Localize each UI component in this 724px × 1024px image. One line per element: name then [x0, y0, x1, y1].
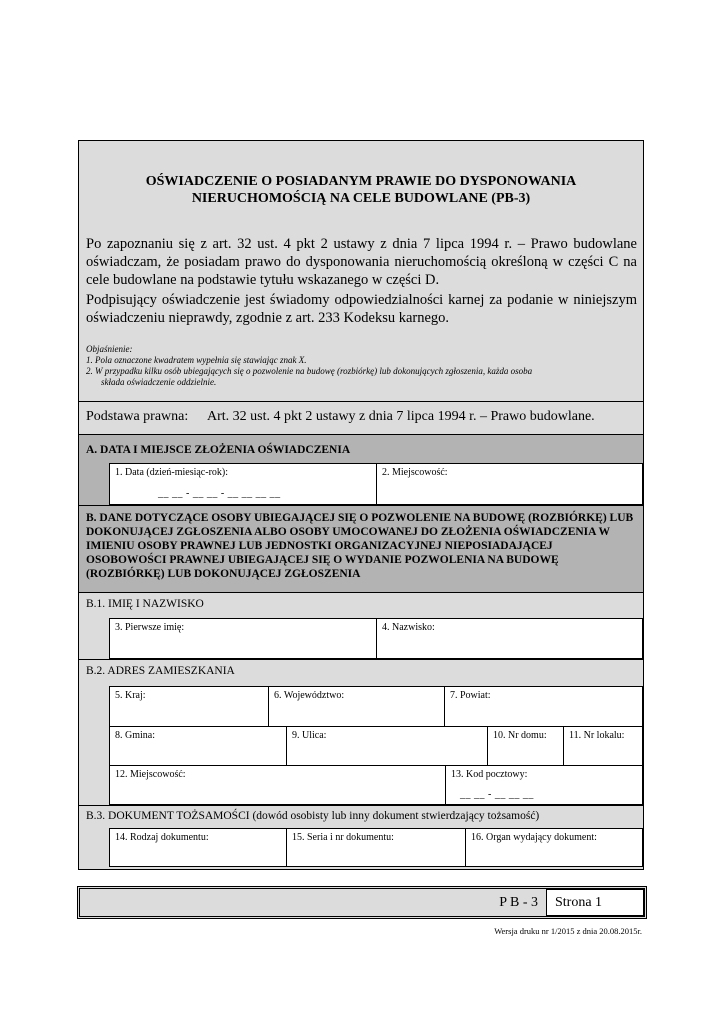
b1-title: B.1. IMIĘ I NAZWISKO	[79, 592, 643, 619]
form-title: OŚWIADCZENIE O POSIADANYM PRAWIE DO DYSPONOWANIA NIERUCHOMOŚCIĄ NA CELE BUDOWLANE (PB-3)	[145, 174, 577, 206]
postal-code-mask: __ __ - __ __ __	[460, 789, 534, 800]
declaration-text: Po zapoznaniu się z art. 32 ust. 4 pkt 2 ustawy z dnia 7 lipca 1994 r. – Prawo budowlane oświadczam, że posiadam prawo do dysponowania nieruchomością określoną w części C na cele budowlane na podstawie tytułu wskazanego w części D.	[86, 236, 637, 288]
liability-text: Podpisujący oświadczenie jest świadomy odpowiedzialności karnej za podanie w niniejszym oświadczeniu nieprawdy, zgodnie z art. 233 Kodeksu karnego.	[86, 292, 637, 326]
postal-code-field[interactable]: 13. Kod pocztowy: __ __ - __ __ __	[445, 765, 643, 805]
form-pb3	[78, 140, 644, 870]
section-a-margin	[79, 464, 109, 505]
form-header	[79, 141, 643, 434]
issuing-authority-field[interactable]: 16. Organ wydający dokument:	[465, 828, 643, 867]
b3-title: B.3. DOKUMENT TOŻSAMOŚCI (dowód osobisty lub inny dokument stwierdzający tożsamość)	[79, 805, 643, 829]
town-field[interactable]: 12. Miejscowość:	[109, 765, 446, 805]
footer-bar	[77, 886, 647, 919]
document-type-field[interactable]: 14. Rodzaj dokumentu:	[109, 828, 287, 867]
house-number-field[interactable]: 10. Nr domu:	[487, 726, 564, 766]
form-code: P B - 3	[499, 895, 538, 910]
section-a-title: A. DATA I MIEJSCE ZŁOŻENIA OŚWIADCZENIA	[79, 434, 643, 464]
date-mask: __ __ - __ __ - __ __ __ __	[158, 488, 281, 499]
document-number-field[interactable]: 15. Seria i nr dokumentu:	[286, 828, 466, 867]
surname-field[interactable]: 4. Nazwisko:	[376, 618, 643, 659]
commune-field[interactable]: 8. Gmina:	[109, 726, 287, 766]
legal-basis: Podstawa prawna: Art. 32 ust. 4 pkt 2 ustawy z dnia 7 lipca 1994 r. – Prawo budowlane.	[79, 401, 643, 434]
country-field[interactable]: 5. Kraj:	[109, 686, 269, 727]
b2-title: B.2. ADRES ZAMIESZKANIA	[79, 659, 643, 687]
voivodeship-field[interactable]: 6. Województwo:	[268, 686, 445, 727]
date-field[interactable]: 1. Data (dzień-miesiąc-rok): __ __ - __ __ - __ __ __ __	[109, 463, 377, 505]
section-b-title: B. DANE DOTYCZĄCE OSOBY UBIEGAJĄCEJ SIĘ O POZWOLENIE NA BUDOWĘ (ROZBIÓRKĘ) LUB DOKONUJĄCEJ ZGŁOSZENIA ALBO OSOBY UMOCOWANEJ DO ZŁOŻENIA OŚWIADCZENIA W IMIENIU OSOBY PRAWNEJ LUB JEDNOSTKI ORGANIZACYJNEJ NIEPOSIADAJĄCEJ OSOBOWOŚCI PRAWNEJ UBIEGAJĄCEJ SIĘ O WYDANIE POZWOLENIA NA BUDOWĘ (ROZBIÓRKĘ) LUB DOKONUJĄCEJ ZGŁOSZENIA	[79, 505, 643, 592]
street-field[interactable]: 9. Ulica:	[286, 726, 488, 766]
print-version: Wersja druku nr 1/2015 z dnia 20.08.2015r.	[494, 926, 642, 936]
explanation: Objaśnienie: 1. Pola oznaczone kwadratem wypełnia się stawiając znak X. 2. W przypadku kilku osób ubiegających się o pozwolenie na budowę (rozbiórkę) lub dokonujących zgłoszenia, każda osoba składa oświadczenie oddzielnie.	[86, 344, 533, 387]
district-field[interactable]: 7. Powiat:	[444, 686, 643, 727]
page-number: Strona 1	[546, 889, 644, 916]
flat-number-field[interactable]: 11. Nr lokalu:	[563, 726, 643, 766]
first-name-field[interactable]: 3. Pierwsze imię:	[109, 618, 377, 659]
place-field[interactable]: 2. Miejscowość:	[376, 463, 643, 505]
